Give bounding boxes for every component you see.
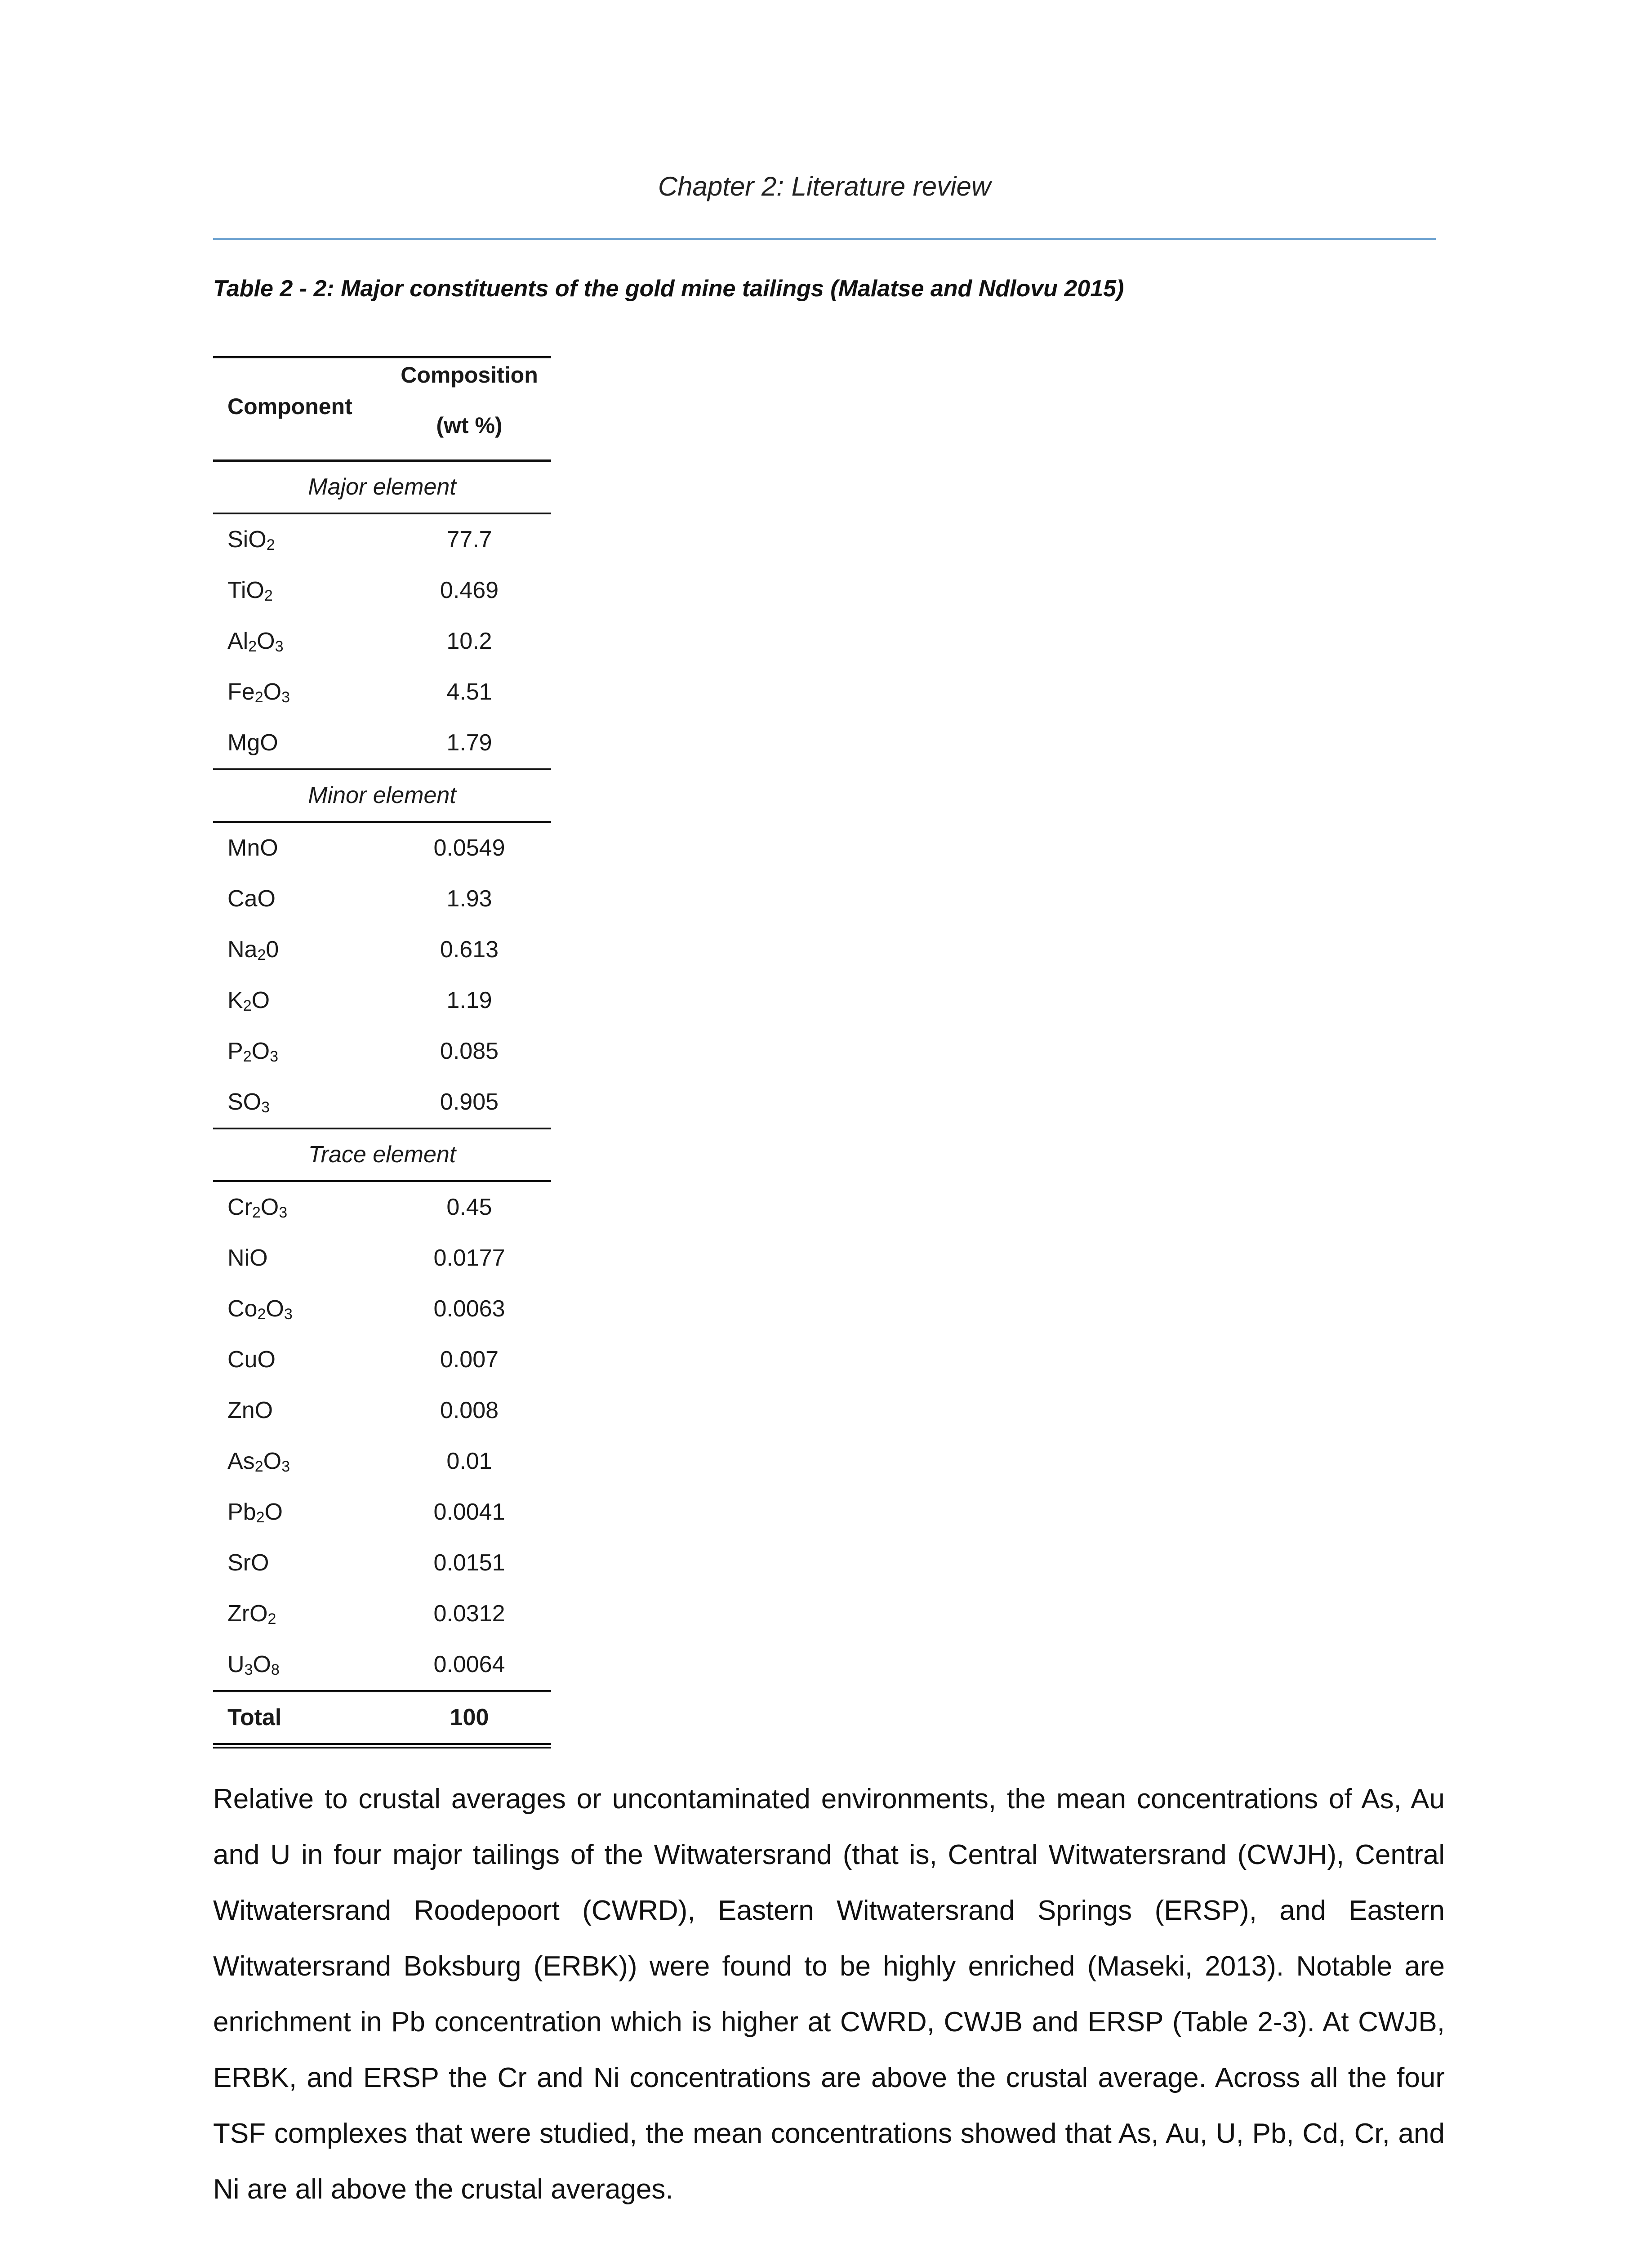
component-formula [227, 1436, 290, 1487]
formula-text: As [227, 1448, 255, 1474]
table-row [213, 1487, 551, 1538]
formula-subscript: 3 [281, 1458, 290, 1475]
formula-subscript: 2 [257, 1306, 266, 1323]
table-row [213, 1334, 551, 1385]
formula-text: TiO [227, 577, 264, 603]
table-row [213, 823, 551, 874]
composition-value: 0.905 [440, 1089, 499, 1115]
composition-value: 0.01 [446, 1448, 492, 1474]
body-paragraph: Relative to crustal averages or uncontaminated environments, the mean concentrations of As, Au and U in four major tailings of the Witwatersrand (that is, Central Witwatersrand (CWJH), Central Witwatersrand Roodepoort (CWRD), Eastern Witwatersrand Springs (ERSP), and Eastern Witwatersrand Boksburg (ERBK)) were found to be highly enriched (Maseki, 2013). Notable are enrichment in Pb concentration which is higher at CWRD, CWJB and ERSP (Table 2-3). At CWJB, ERBK, and ERSP the Cr and Ni concentrations are above the crustal average. Across all the four TSF complexes that were studied, the mean concentrations showed that As, Au, U, Pb, Cd, Cr, and Ni are all above the crustal averages. [213, 1784, 1445, 2205]
formula-text: O [257, 628, 275, 654]
formula-text: SO [227, 1089, 262, 1115]
header-rule [213, 238, 1436, 240]
table-row [213, 1588, 551, 1639]
composition-table [213, 356, 551, 1748]
formula-subscript: 8 [271, 1661, 280, 1678]
composition-value: 0.007 [440, 1347, 499, 1373]
formula-text: O [251, 987, 270, 1013]
formula-text: CuO [227, 1347, 276, 1373]
composition-value: 0.008 [440, 1397, 499, 1423]
total-value: 100 [450, 1704, 489, 1731]
formula-text: Co [227, 1296, 258, 1322]
formula-text: O [266, 1296, 284, 1322]
table-row [213, 1182, 551, 1233]
formula-text: MnO [227, 835, 278, 861]
component-formula [227, 514, 275, 565]
component-formula [227, 616, 284, 667]
table-row [213, 1436, 551, 1487]
formula-text: U [227, 1651, 245, 1677]
table-row [213, 1233, 551, 1284]
table-row [213, 616, 551, 667]
formula-text: Cr [227, 1194, 252, 1220]
formula-text: O [264, 1499, 283, 1525]
column-header-component: Component [227, 394, 352, 419]
composition-value: 0.0064 [433, 1651, 505, 1677]
component-formula [227, 565, 273, 616]
table-row [213, 1538, 551, 1588]
composition-value: 10.2 [446, 628, 492, 654]
formula-subscript: 3 [275, 638, 284, 655]
composition-value: 0.469 [440, 577, 499, 603]
formula-text: Fe [227, 679, 255, 705]
table-row [213, 667, 551, 718]
composition-value: 1.79 [446, 730, 492, 756]
formula-subscript: 2 [256, 1509, 265, 1526]
composition-value: 0.0312 [433, 1601, 505, 1627]
table-row [213, 874, 551, 924]
component-formula [227, 874, 276, 924]
formula-text: ZnO [227, 1397, 273, 1423]
table-row [213, 1639, 551, 1690]
formula-subscript: 2 [254, 1458, 263, 1475]
table-body [213, 462, 551, 1690]
formula-subscript: 2 [267, 1610, 276, 1628]
component-formula [227, 667, 290, 718]
running-header: Chapter 2: Literature review [658, 171, 991, 201]
composition-value: 1.19 [446, 987, 492, 1013]
formula-text: Na [227, 937, 258, 963]
composition-value: 0.45 [446, 1194, 492, 1220]
formula-text: O [251, 1038, 270, 1064]
component-formula [227, 1026, 278, 1077]
component-formula [227, 1334, 276, 1385]
table-caption: Table 2 - 2: Major constituents of the gold mine tailings (Malatse and Ndlovu 2015) [213, 276, 1124, 302]
component-formula [227, 718, 278, 768]
composition-value: 0.0151 [433, 1550, 505, 1576]
table-section-header: Major element [213, 462, 551, 514]
formula-subscript: 2 [252, 1204, 261, 1221]
formula-subscript: 3 [261, 1099, 270, 1116]
composition-value: 0.0063 [433, 1296, 505, 1322]
table-row [213, 514, 551, 565]
composition-value: 0.0041 [433, 1499, 505, 1525]
table-header [213, 358, 551, 462]
component-formula [227, 1538, 269, 1588]
table-row [213, 565, 551, 616]
component-formula [227, 823, 278, 874]
formula-text: Al [227, 628, 249, 654]
formula-subscript: 3 [281, 689, 290, 706]
formula-subscript: 2 [243, 997, 252, 1014]
composition-value: 1.93 [446, 886, 492, 912]
formula-text: 0 [266, 937, 279, 963]
table-row [213, 1284, 551, 1334]
table-section-header: Minor element [213, 768, 551, 823]
composition-value: 77.7 [446, 526, 492, 553]
formula-subscript: 2 [248, 638, 257, 655]
component-formula [227, 1077, 270, 1128]
formula-text: SiO [227, 526, 267, 553]
formula-subscript: 2 [257, 946, 266, 963]
formula-text: O [263, 679, 282, 705]
formula-text: K [227, 987, 243, 1013]
table-section-header: Trace element [213, 1128, 551, 1182]
formula-text: O [260, 1194, 279, 1220]
formula-text: ZrO [227, 1601, 268, 1627]
formula-subscript: 3 [244, 1661, 253, 1678]
formula-subscript: 3 [270, 1048, 278, 1065]
formula-text: MgO [227, 730, 278, 756]
composition-value: 0.085 [440, 1038, 499, 1064]
table-row [213, 1026, 551, 1077]
component-formula [227, 1487, 283, 1538]
formula-text: SrO [227, 1550, 269, 1576]
table-total-row [213, 1690, 551, 1748]
table-row [213, 1385, 551, 1436]
formula-text: Pb [227, 1499, 256, 1525]
composition-value: 4.51 [446, 679, 492, 705]
formula-subscript: 2 [264, 587, 273, 604]
formula-text: CaO [227, 886, 276, 912]
column-header-composition: Composition [401, 362, 538, 388]
composition-value: 0.0549 [433, 835, 505, 861]
component-formula [227, 924, 279, 975]
formula-text: NiO [227, 1245, 268, 1271]
component-formula [227, 1588, 276, 1639]
formula-subscript: 3 [279, 1204, 288, 1221]
component-formula [227, 1182, 287, 1233]
column-header-composition-unit: (wt %) [436, 413, 503, 438]
component-formula [227, 1639, 280, 1690]
formula-text: O [263, 1448, 282, 1474]
component-formula [227, 1233, 268, 1284]
component-formula [227, 975, 270, 1026]
table-row [213, 975, 551, 1026]
formula-text: P [227, 1038, 243, 1064]
formula-subscript: 2 [243, 1048, 252, 1065]
table-row [213, 1077, 551, 1128]
formula-subscript: 2 [266, 536, 275, 553]
component-formula [227, 1385, 273, 1436]
composition-value: 0.613 [440, 937, 499, 963]
component-formula [227, 1284, 293, 1334]
formula-text: O [253, 1651, 271, 1677]
total-label: Total [227, 1704, 282, 1731]
table-row [213, 718, 551, 768]
formula-subscript: 3 [284, 1306, 293, 1323]
formula-subscript: 2 [254, 689, 263, 706]
composition-value: 0.0177 [433, 1245, 505, 1271]
table-row [213, 924, 551, 975]
